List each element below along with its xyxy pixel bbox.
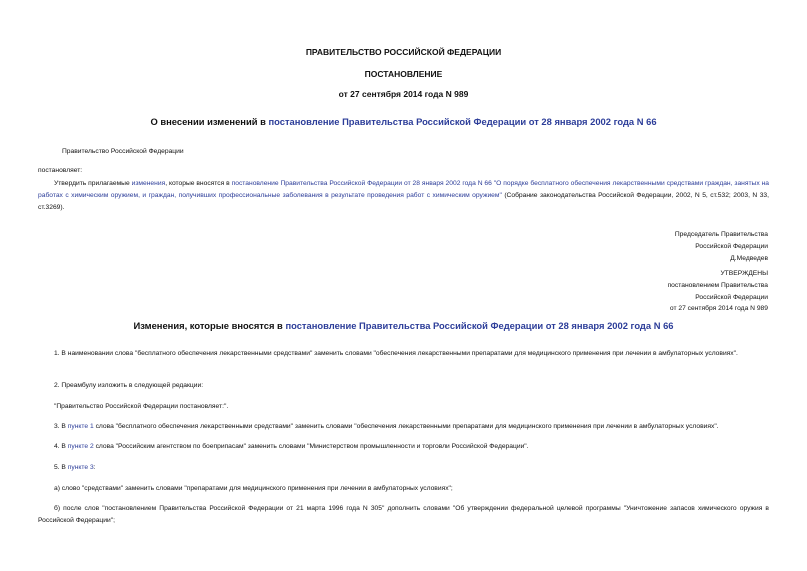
item-2: 2. Преамбулу изложить в следующей редакции: — [54, 382, 204, 389]
changes-title-prefix: Изменения, которые вносятся в — [133, 320, 286, 331]
title-prefix: О внесении изменений в — [150, 116, 269, 127]
signature-block — [560, 229, 768, 264]
government-heading: ПРАВИТЕЛЬСТВО РОССИЙСКОЙ ФЕДЕРАЦИИ — [305, 47, 502, 57]
item-2-quote: "Правительство Российской Федерации постановляет:". — [54, 403, 229, 410]
approval-line: УТВЕРЖДЕНЫ — [720, 270, 768, 277]
preamble-decides: постановляет: — [38, 167, 83, 174]
approval-block — [560, 268, 768, 315]
item-5: 5. В пункте 3: — [54, 464, 96, 471]
document-date-number: от 27 сентября 2014 года N 989 — [338, 89, 469, 99]
preamble-body: Утвердить прилагаемые изменения, которые вносятся в постановление Правительства Российской Федерации от 28 января 2002 года N 66 "О порядке бесплатного обеспечения лекарственными средствами граждан, занятых на работах с химическим оружием, и граждан, получивших профессиональные заболевания в результате проведения работ с химическим оружием" (Собрание законодательства Российской Федерации, 2002, N 5, ст.532; 2003, N 33, ст.3269). — [38, 180, 769, 211]
changes-link[interactable]: изменения — [131, 180, 166, 187]
approval-line: Российской Федерации — [695, 293, 768, 301]
title-link[interactable]: постановление Правительства Российской Федерации от 28 января 2002 года N 66 — [268, 116, 657, 127]
point-1-link[interactable]: пункте 1 — [67, 423, 94, 430]
item-5a: а) слово "средствами" заменить словами "препаратами для медицинского применения при лечении в амбулаторных условиях"; — [54, 485, 453, 492]
point-3-link[interactable]: пункте 3 — [67, 464, 94, 471]
preamble-government: Правительство Российской Федерации — [62, 148, 184, 155]
point-2-link[interactable]: пункте 2 — [67, 443, 94, 450]
item-3: 3. В пункте 1 слова "бесплатного обеспечения лекарственными средствами" заменить словами "обеспечения лекарственными препаратами для медицинского применения при лечении в амбулаторных условиях". — [54, 423, 719, 430]
changes-title — [0, 320, 807, 331]
signature-name: Д.Медведев — [730, 254, 768, 262]
resolution-66-link[interactable]: постановление Правительства Российской Федерации от 28 января 2002 года N 66 "О порядке бесплатного обеспечения лекарственными средствами граждан, занятых на работах с химическим оружием, и граждан, получивших профессиональные заболевания в результате проведения работ с химическим оружием" — [38, 180, 769, 199]
approval-line: постановлением Правительства — [667, 281, 768, 289]
changes-title-link[interactable]: постановление Правительства Российской Федерации от 28 января 2002 года N 66 — [285, 320, 674, 331]
document-title — [0, 116, 807, 127]
approval-line: от 27 сентября 2014 года N 989 — [669, 305, 768, 313]
item-5b: б) после слов "постановлением Правительства Российской Федерации от 21 марта 1996 года N 305" дополнить словами "Об утверждении федеральной целевой программы "Уничтожение запасов химического оружия в Российской Федерации"; — [38, 505, 769, 524]
signature-line: Председатель Правительства — [674, 231, 768, 238]
signature-line: Российской Федерации — [695, 242, 768, 250]
document-type: ПОСТАНОВЛЕНИЕ — [364, 69, 443, 79]
item-4: 4. В пункте 2 слова "Российским агентством по боеприпасам" заменить словами "Министерством промышленности и торговли Российской Федерации". — [54, 443, 529, 450]
item-1: 1. В наименовании слова "бесплатного обеспечения лекарственными средствами" заменить словами "обеспечения лекарственными препаратами для медицинского применения при лечении в амбулаторных условиях". — [54, 350, 738, 357]
